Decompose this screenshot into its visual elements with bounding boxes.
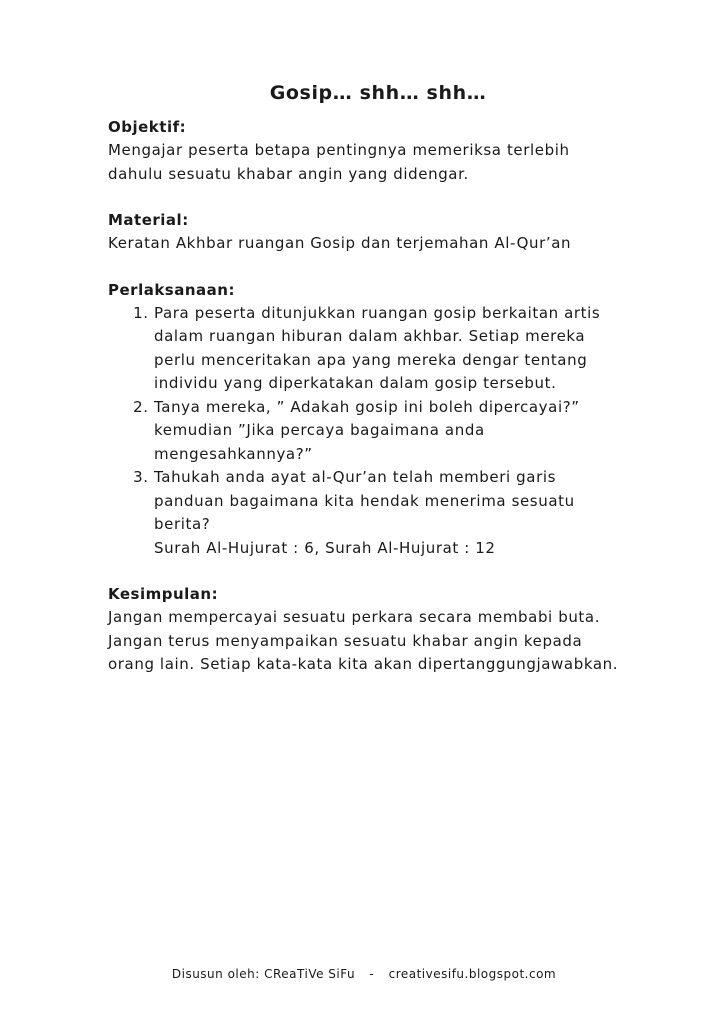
objektif-section [108, 116, 628, 186]
step-2-text: Tanya mereka, ” Adakah gosip ini boleh dipercayai?” kemudian ”Jika percaya bagaimana anda mengesahkannya?” [154, 397, 580, 463]
objektif-heading: Objektif: [108, 118, 187, 136]
footer-site: creativesifu.blogspot.com [388, 967, 557, 981]
material-heading: Material: [108, 211, 189, 229]
material-section [108, 209, 628, 256]
objektif-text: Mengajar peserta betapa pentingnya memeriksa terlebih dahulu sesuatu khabar angin yang didengar. [108, 141, 570, 183]
step-item [154, 396, 628, 467]
perlaksanaan-section [108, 279, 628, 561]
footer-separator: - [369, 967, 375, 981]
kesimpulan-heading: Kesimpulan: [108, 585, 219, 603]
step-item [154, 466, 628, 560]
steps-list [108, 302, 628, 561]
step-3-text: Tahukah anda ayat al-Qur’an telah memberi garis panduan bagaimana kita hendak menerima sesuatu berita? [154, 468, 575, 533]
page-title: Gosip… shh… shh… [269, 82, 487, 104]
step-1-text: Para peserta ditunjukkan ruangan gosip berkaitan artis dalam ruangan hiburan dalam akhbar. Setiap mereka perlu menceritakan apa yang mereka dengar tentang individu yang diperkatakan dalam gosip tersebut. [154, 303, 601, 392]
document-body [108, 82, 628, 700]
footer-author: Disusun oleh: CReaTiVe SiFu [171, 967, 356, 981]
material-text: Keratan Akhbar ruangan Gosip dan terjemahan Al-Qur’an [108, 234, 572, 252]
kesimpulan-line-2: Jangan terus menyampaikan sesuatu khabar angin kepada orang lain. Setiap kata-kata kita akan dipertanggungjawabkan. [108, 631, 619, 673]
kesimpulan-section [108, 583, 628, 677]
step-3-reference: Surah Al-Hujurat : 6, Surah Al-Hujurat : 12 [154, 538, 496, 557]
kesimpulan-line-1: Jangan mempercayai sesuatu perkara secara membabi buta. [108, 608, 601, 626]
perlaksanaan-heading: Perlaksanaan: [108, 280, 235, 299]
page-footer [0, 967, 728, 981]
step-item [154, 302, 628, 396]
